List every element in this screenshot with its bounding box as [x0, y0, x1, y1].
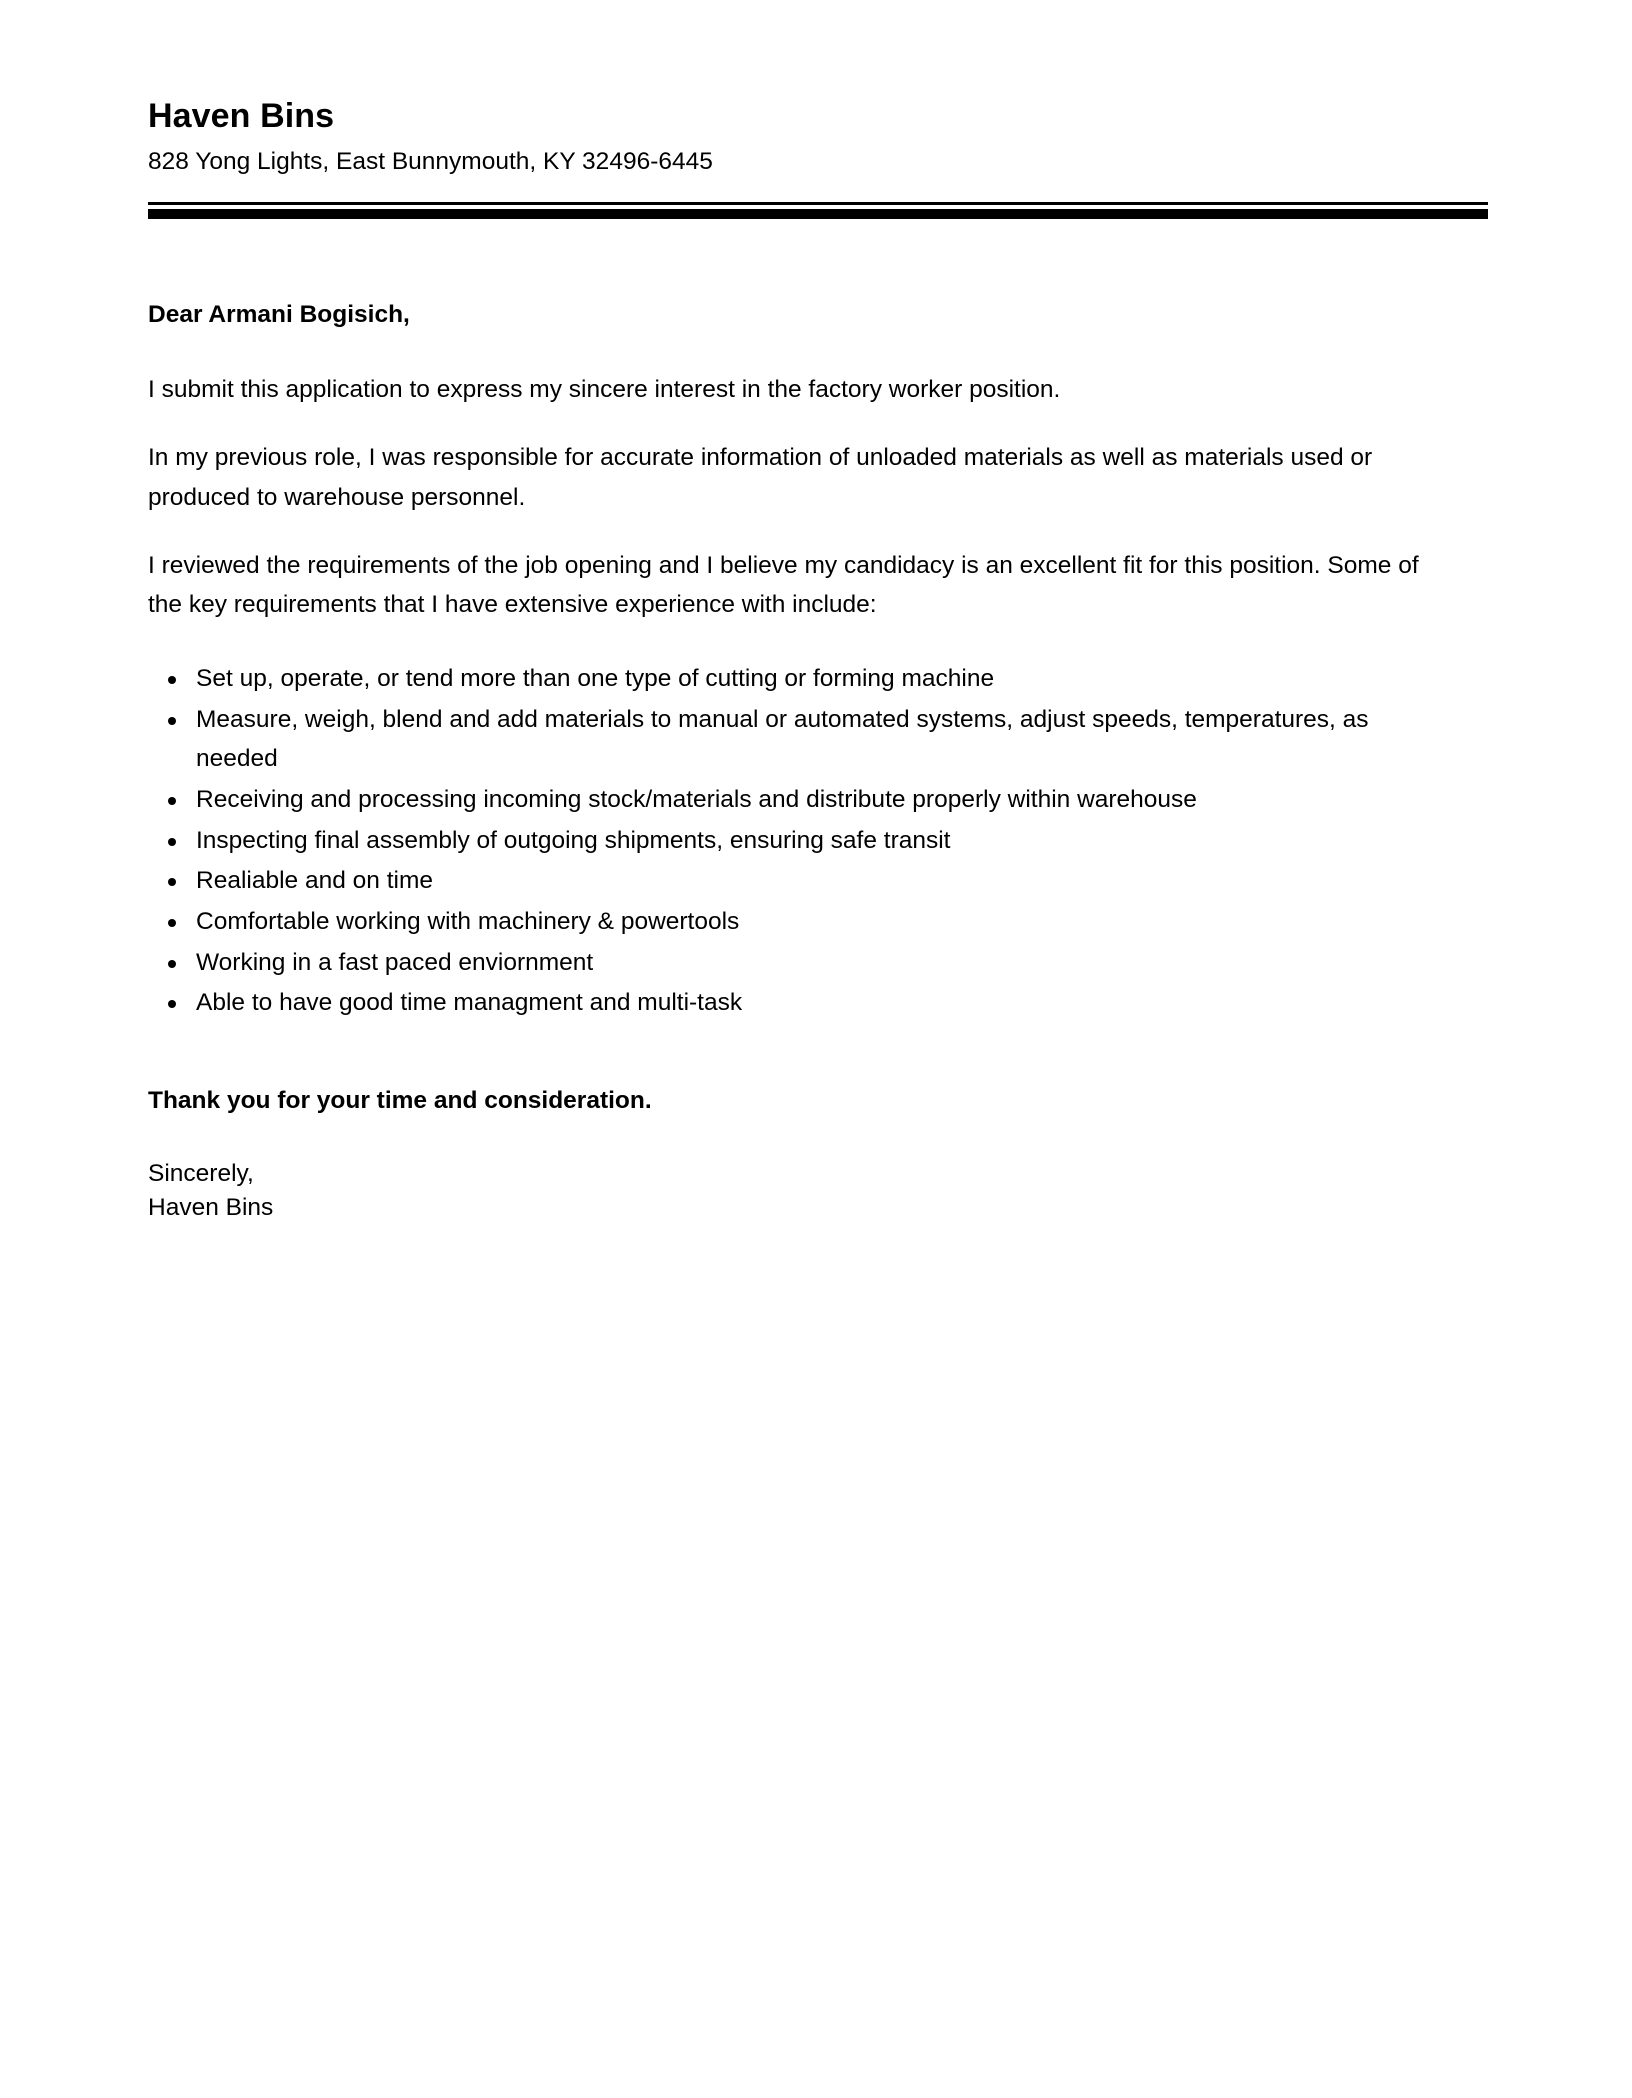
- requirements-list: [148, 659, 1448, 1023]
- salutation: Dear Armani Bogisich,: [148, 300, 410, 328]
- header-divider: [148, 202, 1488, 219]
- sender-address: 828 Yong Lights, East Bunnymouth, KY 32496-6445: [148, 148, 713, 176]
- signoff-closing: Sincerely,: [148, 1159, 254, 1187]
- body-paragraph-2: In my previous role, I was responsible for accurate information of unloaded materials as well as materials used or produced to warehouse personnel.: [148, 444, 1373, 511]
- list-item: Comfortable working with machinery & powertools: [148, 902, 1448, 942]
- list-item: Realiable and on time: [148, 861, 1448, 901]
- list-item: Able to have good time managment and multi-task: [148, 983, 1448, 1023]
- list-item: Receiving and processing incoming stock/materials and distribute properly within warehouse: [148, 780, 1448, 820]
- letter-body: [148, 297, 1448, 1226]
- list-item: Inspecting final assembly of outgoing shipments, ensuring safe transit: [148, 821, 1448, 861]
- signoff-name: Haven Bins: [148, 1194, 274, 1222]
- body-paragraph-3: I reviewed the requirements of the job opening and I believe my candidacy is an excellent fit for this position. Some of the key requirements that I have extensive experience with include:: [148, 551, 1419, 619]
- divider-thick-bar: [148, 209, 1488, 219]
- sender-name: Haven Bins: [148, 97, 335, 135]
- list-item: Measure, weigh, blend and add materials to manual or automated systems, adjust speeds, temperatures, as needed: [148, 700, 1448, 779]
- signoff-block: [148, 1157, 1448, 1227]
- closing-thanks: Thank you for your time and consideration.: [148, 1087, 652, 1115]
- list-item: Working in a fast paced enviornment: [148, 943, 1448, 983]
- list-item: Set up, operate, or tend more than one type of cutting or forming machine: [148, 659, 1448, 699]
- document-content: [148, 96, 1478, 1226]
- body-paragraph-1: I submit this application to express my sincere interest in the factory worker position.: [148, 376, 1061, 404]
- letterhead: [148, 96, 1478, 178]
